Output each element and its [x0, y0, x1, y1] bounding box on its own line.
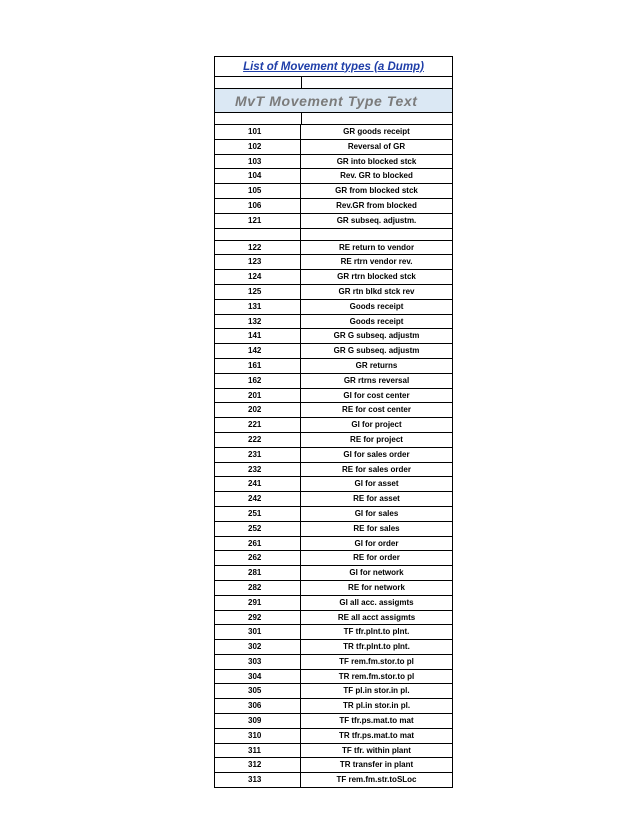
movement-code: 124	[215, 270, 301, 284]
movement-code: 131	[215, 300, 301, 314]
table-row	[214, 713, 453, 728]
movement-text: TF tfr.ps.mat.to mat	[339, 716, 414, 726]
table-row	[214, 254, 453, 269]
movement-code	[215, 229, 301, 240]
table-row	[214, 154, 453, 169]
table-row	[214, 757, 453, 772]
movement-code: 301	[215, 625, 301, 639]
movement-code: 303	[215, 655, 301, 669]
table-row	[214, 183, 453, 198]
movement-text: GR rtn blkd stck rev	[338, 286, 415, 296]
table-row	[214, 269, 453, 284]
movement-text: GR goods receipt	[343, 127, 410, 136]
table-row	[214, 654, 453, 669]
table-row	[214, 198, 453, 213]
movement-text: GR returns	[355, 360, 398, 370]
movement-text: TF pl.in stor.in pl.	[343, 686, 410, 696]
movement-text: GI for cost center	[343, 390, 410, 400]
movement-code: 232	[215, 463, 301, 477]
table-row	[214, 476, 453, 491]
movement-code: 302	[215, 640, 301, 654]
movement-text: RE for project	[350, 434, 403, 444]
table-row	[214, 669, 453, 684]
movement-text: TR pl.in stor.in pl.	[342, 701, 411, 711]
movement-text: GI for project	[351, 420, 402, 430]
movement-code: 310	[215, 729, 301, 743]
movement-text: Goods receipt	[349, 316, 404, 326]
table-row	[214, 314, 453, 329]
movement-text: GI for asset	[354, 479, 399, 489]
table-row	[214, 506, 453, 521]
movement-text: GI all acc. assigmts	[339, 597, 414, 607]
table-row	[214, 595, 453, 610]
movement-code: 162	[215, 374, 301, 388]
movement-text: Reversal of GR	[347, 141, 406, 151]
movement-code: 252	[215, 522, 301, 536]
table-row	[214, 610, 453, 625]
table-row	[214, 168, 453, 183]
movement-code: 309	[215, 714, 301, 728]
table-row	[214, 343, 453, 358]
movement-code: 291	[215, 596, 301, 610]
table-row	[214, 550, 453, 565]
spacer-row	[214, 76, 453, 88]
table-row	[214, 580, 453, 595]
header-row	[214, 88, 453, 112]
spacer-row	[214, 112, 453, 124]
movement-text: RE all acct assigmts	[337, 612, 416, 622]
movement-text: GR rtrns reversal	[343, 375, 410, 385]
movement-code: 103	[215, 155, 301, 169]
movement-code: 306	[215, 699, 301, 713]
movement-code: 102	[215, 140, 301, 154]
sheet-title: List of Movement types (a Dump)	[243, 60, 424, 73]
movement-text: Rev.GR from blocked	[336, 200, 417, 210]
movement-text: TF rem.fm.stor.to pl	[339, 656, 414, 666]
movement-text: GR rtrn blocked stck	[337, 272, 416, 282]
movement-text: RE for sales	[353, 523, 400, 533]
movement-code: 311	[215, 744, 301, 758]
movement-text: TR transfer in plant	[339, 760, 414, 770]
table-row	[214, 624, 453, 639]
movement-type-sheet	[214, 56, 453, 788]
movement-code: 231	[215, 448, 301, 462]
movement-text: Goods receipt	[349, 301, 404, 311]
movement-text: Rev. GR to blocked	[340, 171, 413, 181]
table-row	[214, 299, 453, 314]
movement-text: GR into blocked stck	[336, 156, 417, 166]
table-row	[214, 417, 453, 432]
movement-text	[301, 229, 452, 240]
table-row	[214, 447, 453, 462]
movement-text: GI for sales order	[343, 449, 410, 459]
table-row	[214, 213, 453, 228]
movement-code: 201	[215, 389, 301, 403]
table-row	[214, 728, 453, 743]
table-row	[214, 521, 453, 536]
movement-code: 313	[215, 773, 301, 787]
movement-code: 282	[215, 581, 301, 595]
table-row	[214, 139, 453, 154]
movement-text: GR from blocked stck	[335, 186, 418, 196]
table-row	[214, 491, 453, 506]
movement-code: 312	[215, 758, 301, 772]
movement-text: GR subseq. adjustm.	[336, 215, 417, 225]
movement-code: 161	[215, 359, 301, 373]
movement-text: GR G subseq. adjustm	[333, 346, 420, 356]
movement-code: 142	[215, 344, 301, 358]
table-row	[214, 284, 453, 299]
movement-code: 202	[215, 403, 301, 417]
movement-code: 104	[215, 169, 301, 183]
table-row	[214, 536, 453, 551]
movement-code: 262	[215, 551, 301, 565]
movement-text: GI for order	[354, 538, 399, 548]
movement-text: RE for sales order	[342, 464, 411, 474]
movement-code: 261	[215, 537, 301, 551]
movement-code: 132	[215, 315, 301, 329]
table-row	[214, 462, 453, 477]
table-row	[214, 432, 453, 447]
movement-code: 221	[215, 418, 301, 432]
title-row	[214, 56, 453, 76]
table-row	[214, 388, 453, 403]
movement-text: TR rem.fm.stor.to pl	[338, 671, 415, 681]
table-row	[214, 772, 453, 788]
movement-text: RE for asset	[353, 494, 400, 504]
table-row	[214, 402, 453, 417]
movement-code: 141	[215, 329, 301, 343]
movement-text: RE for network	[348, 582, 405, 592]
table-row	[214, 328, 453, 343]
movement-text: TF tfr.plnt.to plnt.	[343, 627, 410, 637]
movement-code: 101	[215, 125, 301, 139]
movement-text: RE rtrn vendor rev.	[340, 257, 413, 267]
table-row	[214, 228, 453, 240]
header-text: MvT Movement Type Text	[235, 92, 418, 109]
movement-code: 222	[215, 433, 301, 447]
movement-code: 125	[215, 285, 301, 299]
movement-code: 292	[215, 611, 301, 625]
movement-code: 105	[215, 184, 301, 198]
movement-code: 106	[215, 199, 301, 213]
table-row	[214, 743, 453, 758]
table-row	[214, 565, 453, 580]
movement-code: 121	[215, 214, 301, 228]
movement-text: RE for order	[353, 553, 400, 563]
movement-code: 304	[215, 670, 301, 684]
table-row	[214, 698, 453, 713]
table-row	[214, 373, 453, 388]
movement-code: 123	[215, 255, 301, 269]
movement-code: 241	[215, 477, 301, 491]
movement-code: 251	[215, 507, 301, 521]
movement-text: RE for cost center	[342, 405, 411, 415]
movement-text: GI for network	[349, 568, 404, 578]
movement-code: 305	[215, 684, 301, 698]
movement-code: 242	[215, 492, 301, 506]
movement-text: TF tfr. within plant	[342, 745, 411, 755]
movement-code: 281	[215, 566, 301, 580]
table-row	[214, 683, 453, 698]
movement-text: TR tfr.ps.mat.to mat	[338, 730, 415, 740]
movement-code: 122	[215, 241, 301, 255]
table-row	[214, 124, 453, 139]
movement-type-rows	[214, 124, 453, 788]
movement-text: TR tfr.plnt.to plnt.	[343, 642, 410, 652]
movement-text: RE return to vendor	[338, 242, 415, 252]
movement-text: GI for sales	[354, 508, 399, 518]
table-row	[214, 240, 453, 255]
table-row	[214, 639, 453, 654]
movement-text: TF rem.fm.str.toSLoc	[336, 775, 417, 785]
movement-text: GR G subseq. adjustm	[333, 331, 420, 341]
table-row	[214, 358, 453, 373]
